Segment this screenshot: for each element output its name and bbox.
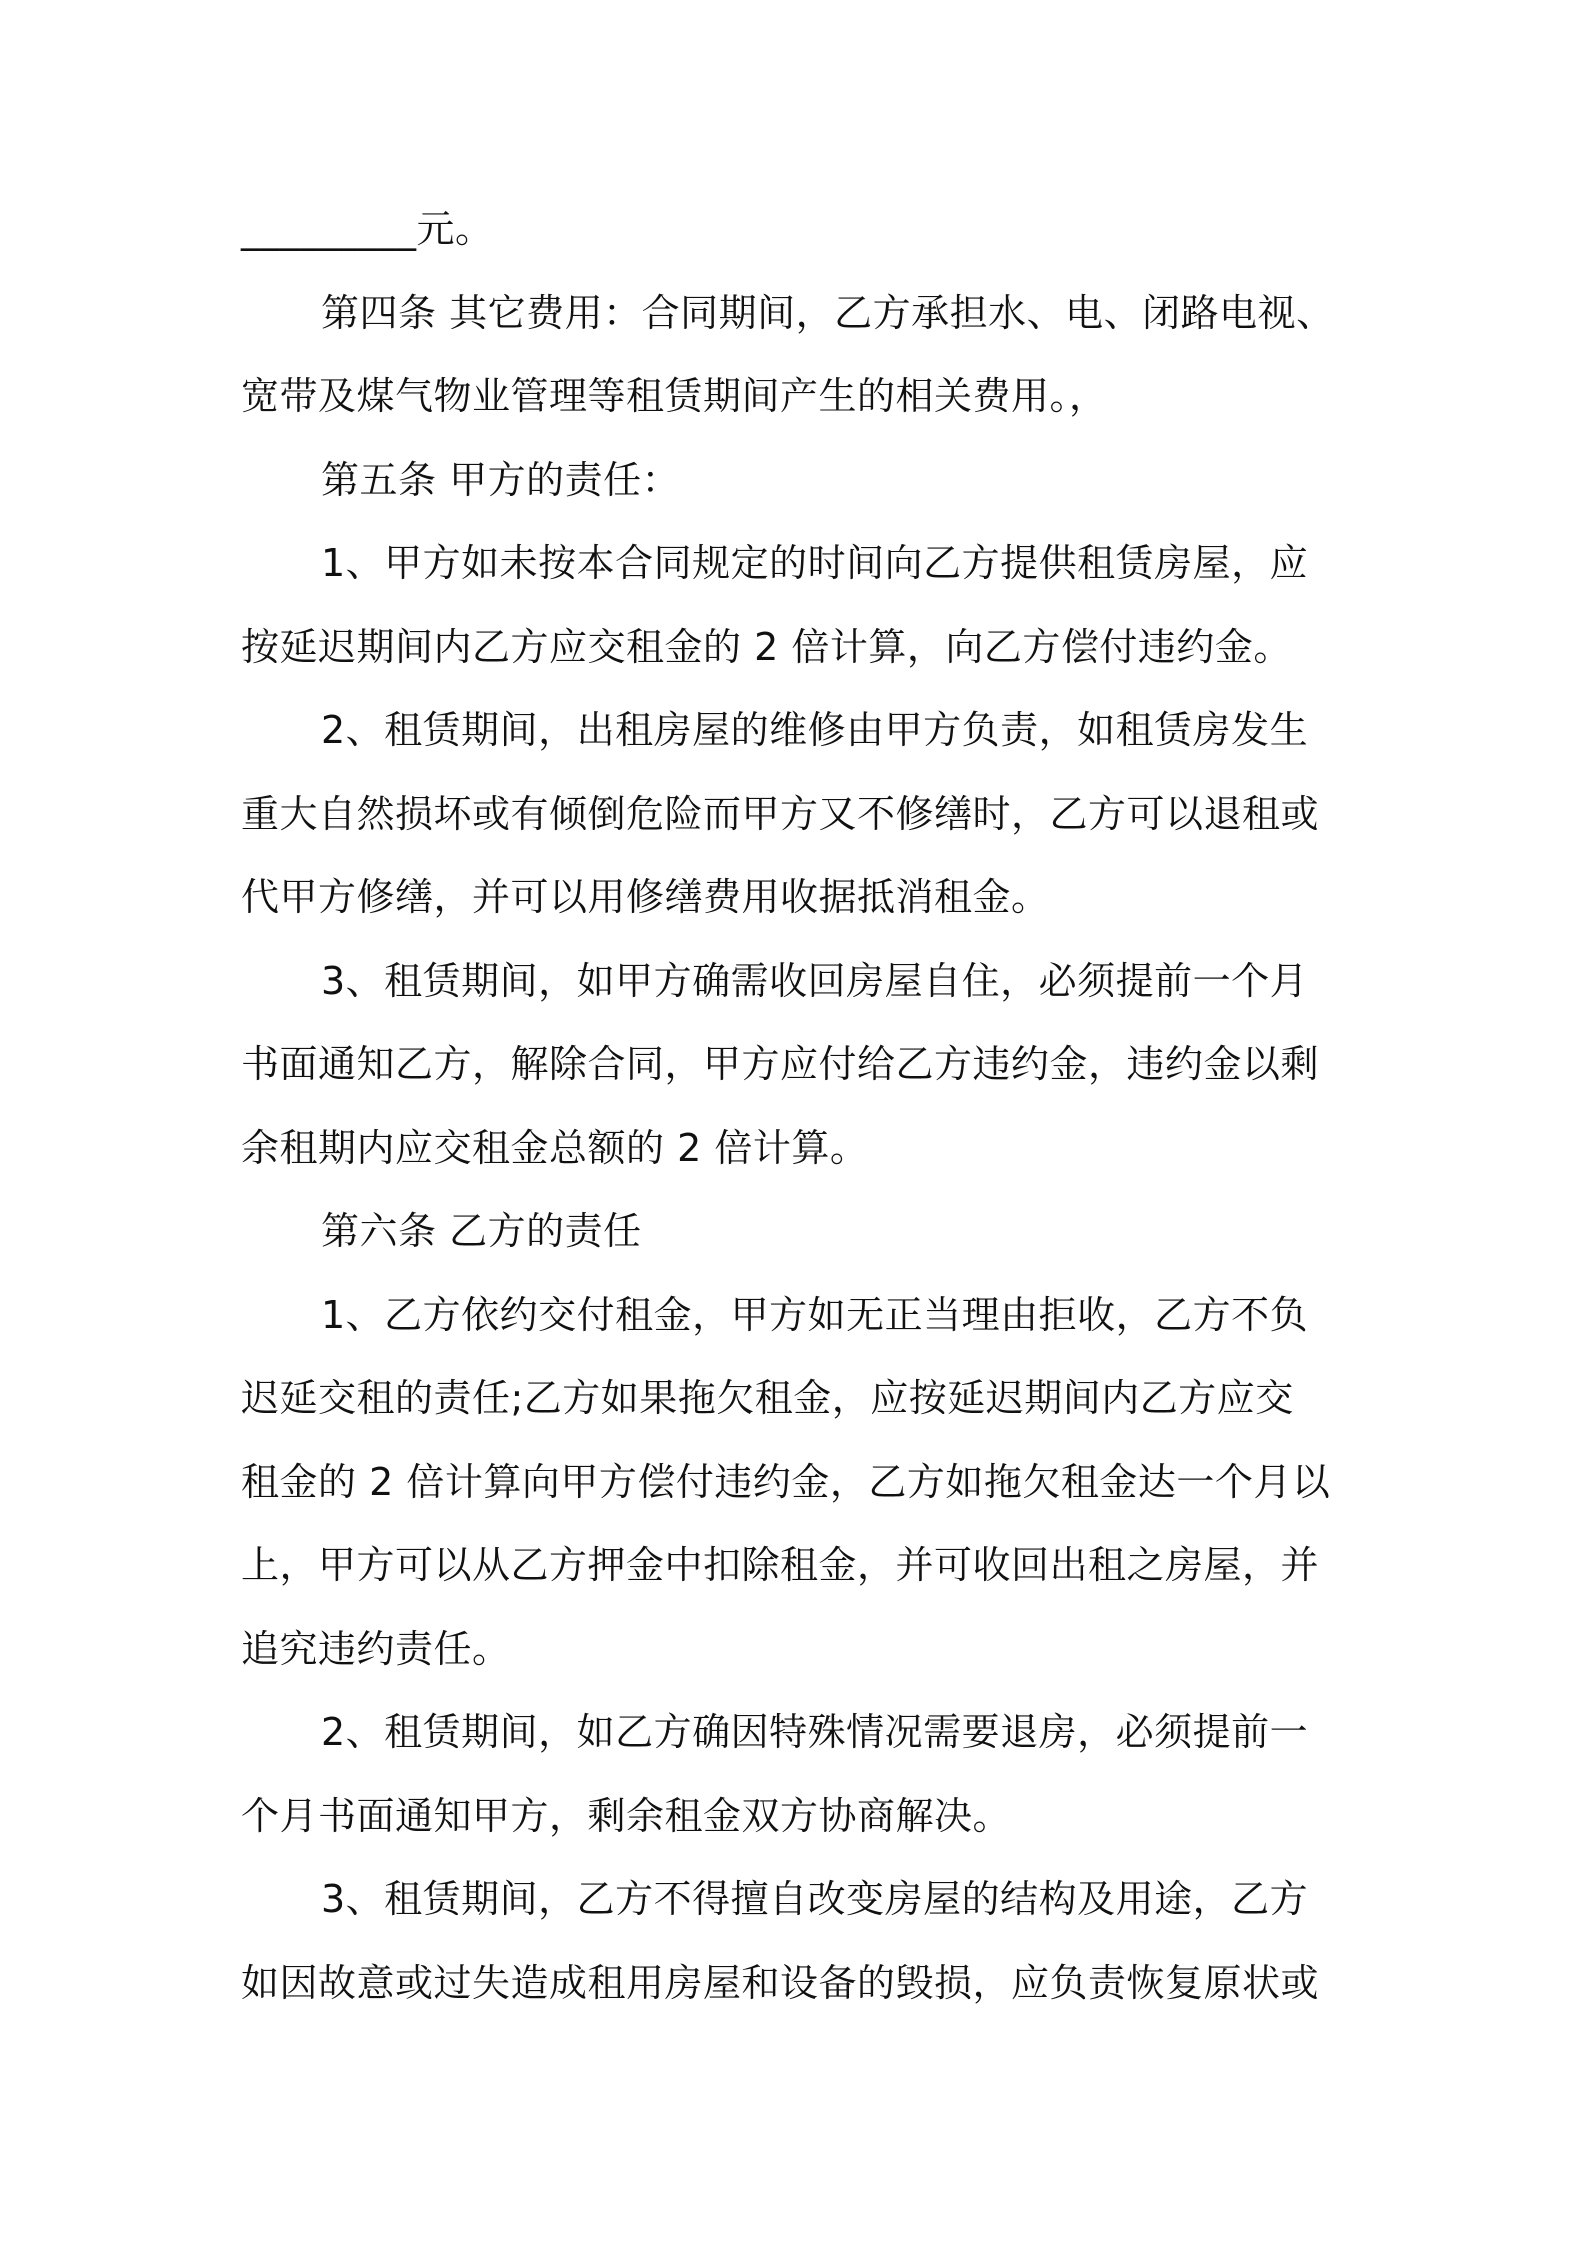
- text-line: 书面通知乙方，解除合同，甲方应付给乙方违约金，违约金以剩: [241, 1042, 1320, 1086]
- text-line: 1、乙方依约交付租金，甲方如无正当理由拒收，乙方不负: [321, 1293, 1309, 1337]
- text-line: 1、甲方如未按本合同规定的时间向乙方提供租赁房屋，应: [321, 541, 1309, 585]
- text-line: 代甲方修缮，并可以用修缮费用收据抵消租金。: [241, 875, 1050, 919]
- text-line: 宽带及煤气物业管理等租赁期间产生的相关费用。，: [241, 374, 1108, 418]
- text-line: 余租期内应交租金总额的 2 倍计算。: [241, 1126, 869, 1170]
- text-line: 2、租赁期间，如乙方确因特殊情况需要退房，必须提前一: [321, 1710, 1309, 1754]
- text-line: 2、租赁期间，出租房屋的维修由甲方负责，如租赁房发生: [321, 708, 1309, 752]
- text-line: 个月书面通知甲方，剩余租金双方协商解决。: [241, 1794, 1012, 1838]
- text-line: 第四条 其它费用：合同期间，乙方承担水、电、闭路电视、: [321, 291, 1335, 335]
- text-line: 如因故意或过失造成租用房屋和设备的毁损，应负责恢复原状或: [241, 1961, 1320, 2005]
- text-line: 按延迟期间内乙方应交租金的 2 倍计算，向乙方偿付违约金。: [241, 625, 1292, 669]
- text-line: 追究违约责任。: [241, 1627, 511, 1671]
- text-line: 3、租赁期间，如甲方确需收回房屋自住，必须提前一个月: [321, 959, 1309, 1003]
- text-line: 第六条 乙方的责任: [321, 1209, 642, 1253]
- text-line: 租金的 2 倍计算向甲方偿付违约金，乙方如拖欠租金达一个月以: [241, 1460, 1331, 1504]
- text-line: 重大自然损坏或有倾倒危险而甲方又不修缮时，乙方可以退租或: [241, 792, 1320, 836]
- text-line: 第五条 甲方的责任：: [321, 458, 681, 502]
- text-line: 上，甲方可以从乙方押金中扣除租金，并可收回出租之房屋，并: [241, 1543, 1320, 1587]
- text-line: 3、租赁期间，乙方不得擅自改变房屋的结构及用途，乙方: [321, 1877, 1309, 1921]
- text-line: 迟延交租的责任;乙方如果拖欠租金，应按延迟期间内乙方应交: [241, 1376, 1294, 1420]
- text-line: _________元。: [241, 207, 494, 251]
